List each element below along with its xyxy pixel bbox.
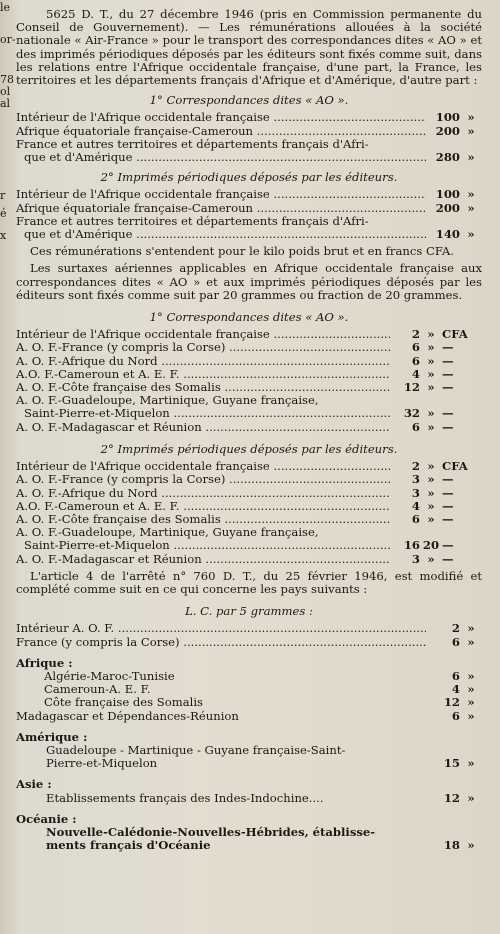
row-value: 100: [435, 110, 460, 125]
row-unit: —: [442, 498, 454, 513]
row-label-cont: Saint-Pierre-et-Miquelon .....: [16, 539, 390, 552]
row-mark: »: [427, 459, 435, 474]
row-label: A. O. F.-Guadeloupe, Martinique, Guyane française,: [16, 525, 319, 540]
row-mark: »: [467, 668, 475, 683]
table-row: [16, 710, 482, 723]
lc-heading: L. C. par 5 grammes :: [185, 604, 313, 619]
table-row: [16, 355, 482, 368]
row-label: A. O. F.-Côte française des Somalis .....: [16, 513, 390, 526]
row-label: Intérieur de l'Afrique occidentale française .....: [16, 460, 390, 473]
row-value: 6: [411, 419, 420, 434]
section-heading: 1° Correspondances dites « AO ».: [149, 93, 349, 108]
row-value: 16: [403, 538, 420, 553]
row-value: 4: [411, 498, 420, 513]
table-row: [16, 151, 482, 164]
row-value: 3: [411, 485, 420, 500]
section-heading: 1° Correspondances dites « AO ».: [149, 310, 349, 325]
row-value: 100: [435, 187, 460, 202]
row-mark: »: [427, 472, 435, 487]
row-label: Intérieur de l'Afrique occidentale française .....: [16, 111, 426, 124]
row-unit: —: [442, 472, 454, 487]
table-row: [16, 188, 482, 201]
row-label-cont: ments français d'Océanie: [46, 839, 211, 853]
rate-table-1: [16, 111, 482, 164]
row-unit: —: [442, 538, 454, 553]
row-mark: »: [467, 790, 475, 805]
table-row: [16, 341, 482, 354]
row-value: 6: [411, 340, 420, 355]
row-label: A. O. F.-Guadeloupe, Martinique, Guyane française,: [16, 393, 319, 408]
row-unit: —: [442, 366, 454, 381]
table-row: [16, 757, 482, 770]
row-unit: CFA: [442, 459, 468, 474]
row-value: 200: [435, 200, 460, 215]
row-mark: »: [467, 756, 475, 771]
surtaxes-paragraph: Les surtaxes aériennes applicables en Afrique occidentale française aux correspondances dites « AO » et aux imprimés périodiques déposés par les éditeurs sont fixés comme suit par 20 grammes ou fraction de 20 grammes.: [16, 261, 482, 302]
row-label-cont: Saint-Pierre-et-Miquelon .....: [16, 407, 390, 420]
row-label: Intérieur de l'Afrique occidentale française .....: [16, 188, 426, 201]
table-row: [16, 539, 482, 552]
row-mark: »: [427, 340, 435, 355]
row-mark: »: [427, 366, 435, 381]
kilo-paragraph: Ces rémunérations s'entendent pour le kilo poids brut et en francs CFA.: [30, 244, 454, 259]
table-row: [16, 683, 482, 696]
table-row: [16, 839, 482, 852]
table-row: [16, 487, 482, 500]
row-mark: »: [427, 327, 435, 342]
section-heading: 2° Imprimés périodiques déposés par les éditeurs.: [100, 441, 398, 456]
table-row: [16, 421, 482, 434]
region-title: Afrique :: [16, 655, 73, 670]
row-value: 4: [451, 682, 460, 697]
row-value: 6: [411, 511, 420, 526]
region-title: Amérique :: [16, 729, 88, 744]
row-label: Intérieur A. O. F. .....: [16, 622, 426, 635]
region-title: Océanie :: [16, 811, 77, 826]
row-unit: —: [442, 406, 454, 421]
row-label: Algérie-Maroc-Tunisie: [44, 669, 175, 683]
row-label: Etablissements français des Indes-Indochine....: [46, 791, 324, 805]
row-label: Madagascar et Dépendances-Réunion: [16, 709, 239, 723]
row-value: 15: [443, 756, 460, 771]
row-label: A. O. F.-Madagascar et Réunion .....: [16, 421, 390, 434]
row-mark: »: [427, 353, 435, 368]
row-label: Intérieur de l'Afrique occidentale française .....: [16, 328, 390, 341]
row-value: 200: [435, 123, 460, 138]
row-unit: —: [442, 353, 454, 368]
table-row: [16, 792, 482, 805]
row-unit: —: [442, 380, 454, 395]
table-row: [16, 125, 482, 138]
row-label: France (y compris la Corse) .....: [16, 636, 426, 649]
table-row: [16, 202, 482, 215]
row-label: A.O. F.-Cameroun et A. E. F. .....: [16, 500, 390, 513]
row-unit: CFA: [442, 327, 468, 342]
table-row: [16, 473, 482, 486]
table-row: [16, 553, 482, 566]
surtax-table-2: [16, 460, 482, 566]
row-value: 2: [451, 621, 460, 636]
row-label: Afrique équatoriale française-Cameroun .....: [16, 202, 426, 215]
row-mark: »: [467, 227, 475, 242]
margin-fragment: al: [0, 97, 11, 110]
row-value: 6: [451, 668, 460, 683]
row-value: 140: [435, 227, 460, 242]
row-unit: —: [442, 485, 454, 500]
row-label: A. O. F.-Afrique du Nord .....: [16, 487, 390, 500]
row-unit: —: [442, 551, 454, 566]
row-mark: »: [427, 406, 435, 421]
row-label-cont: Pierre-et-Miquelon: [46, 757, 158, 771]
row-label: A. O. F.-Afrique du Nord .....: [16, 355, 390, 368]
row-label: Cameroun-A. E. F.: [44, 683, 151, 697]
rate-table-2: [16, 188, 482, 241]
table-row: [16, 500, 482, 513]
row-mark: »: [467, 695, 475, 710]
article-paragraph: L'article 4 de l'arrêté n° 760 D. T., du 25 février 1946, est modifié et complété comme suit en ce qui concerne les pays suivants :: [16, 568, 482, 596]
intro-paragraph: 5625 D. T., du 27 décembre 1946 (pris en Commission permanente du Conseil de Gouvernement). — Les rémunérations allouées à la société nationale « Air-France » pour le transport des correspondances dites « AO » et des imprimés périodiques déposés par les éditeurs sont fixés comme suit, dans les relations entre l'Afrique occidentale française, d'une part, la France, les territoires et les départements français d'Afrique et d'Amérique, d'autre part :: [16, 7, 482, 88]
table-row: [16, 622, 482, 635]
row-mark: 20: [422, 538, 440, 553]
row-mark: »: [467, 150, 475, 165]
row-mark: »: [427, 380, 435, 395]
row-mark: »: [467, 110, 475, 125]
table-row: [16, 636, 482, 649]
row-label: Afrique équatoriale française-Cameroun .....: [16, 125, 426, 138]
margin-fragment: r: [0, 189, 6, 202]
row-mark: »: [467, 682, 475, 697]
row-label: A. O. F.-France (y compris la Corse) .....: [16, 473, 390, 486]
row-mark: »: [467, 200, 475, 215]
margin-fragment: le: [0, 1, 11, 14]
row-mark: »: [467, 621, 475, 636]
table-row: [16, 696, 482, 709]
row-label: A. O. F.-France (y compris la Corse) .....: [16, 341, 390, 354]
row-label: France et autres territoires et départements français d'Afri-: [16, 136, 369, 151]
row-mark: »: [467, 634, 475, 649]
row-value: 3: [411, 551, 420, 566]
left-margin-fragments: [0, 0, 14, 934]
row-label: A. O. F.-Côte française des Somalis .....: [16, 381, 390, 394]
row-value: 4: [411, 366, 420, 381]
margin-fragment: or-: [0, 33, 16, 46]
table-row: [16, 228, 482, 241]
table-row: [16, 670, 482, 683]
surtax-table-1: [16, 328, 482, 434]
row-value: 6: [411, 353, 420, 368]
section-heading: 2° Imprimés périodiques déposés par les éditeurs.: [100, 170, 398, 185]
row-mark: »: [467, 123, 475, 138]
row-mark: »: [467, 708, 475, 723]
row-unit: —: [442, 419, 454, 434]
row-value: 18: [443, 838, 460, 853]
row-label-cont: que et d'Amérique .....: [16, 228, 426, 241]
row-unit: —: [442, 340, 454, 355]
row-mark: »: [427, 511, 435, 526]
row-mark: »: [427, 498, 435, 513]
row-value: 12: [443, 695, 460, 710]
row-mark: »: [427, 551, 435, 566]
row-label: Guadeloupe - Martinique - Guyane française-Saint-: [46, 742, 346, 757]
row-label-cont: que et d'Amérique .....: [16, 151, 426, 164]
document-body: [16, 8, 482, 852]
margin-fragment: é: [0, 207, 7, 220]
row-value: 12: [403, 380, 420, 395]
margin-fragment: ol: [0, 85, 11, 98]
margin-fragment: x: [0, 229, 7, 242]
row-mark: »: [427, 419, 435, 434]
row-label: Côte française des Somalis: [44, 696, 203, 710]
row-label: France et autres territoires et départements français d'Afri-: [16, 213, 369, 228]
row-label: A. O. F.-Madagascar et Réunion .....: [16, 553, 390, 566]
row-value: 2: [411, 327, 420, 342]
row-value: 12: [443, 790, 460, 805]
lc-rates: [16, 622, 482, 852]
row-value: 2: [411, 459, 420, 474]
row-value: 3: [411, 472, 420, 487]
row-value: 280: [435, 150, 460, 165]
row-label: A.O. F.-Cameroun et A. E. F. .....: [16, 368, 390, 381]
row-mark: »: [427, 485, 435, 500]
row-value: 32: [403, 406, 420, 421]
margin-fragment: 78: [0, 73, 14, 86]
row-unit: —: [442, 511, 454, 526]
row-mark: »: [467, 838, 475, 853]
row-value: 6: [451, 708, 460, 723]
region-title: Asie :: [16, 777, 52, 792]
table-row: [16, 407, 482, 420]
table-row: [16, 111, 482, 124]
row-label: Nouvelle-Calédonie-Nouvelles-Hébrides, établisse-: [46, 824, 376, 839]
row-mark: »: [467, 187, 475, 202]
row-value: 6: [451, 634, 460, 649]
